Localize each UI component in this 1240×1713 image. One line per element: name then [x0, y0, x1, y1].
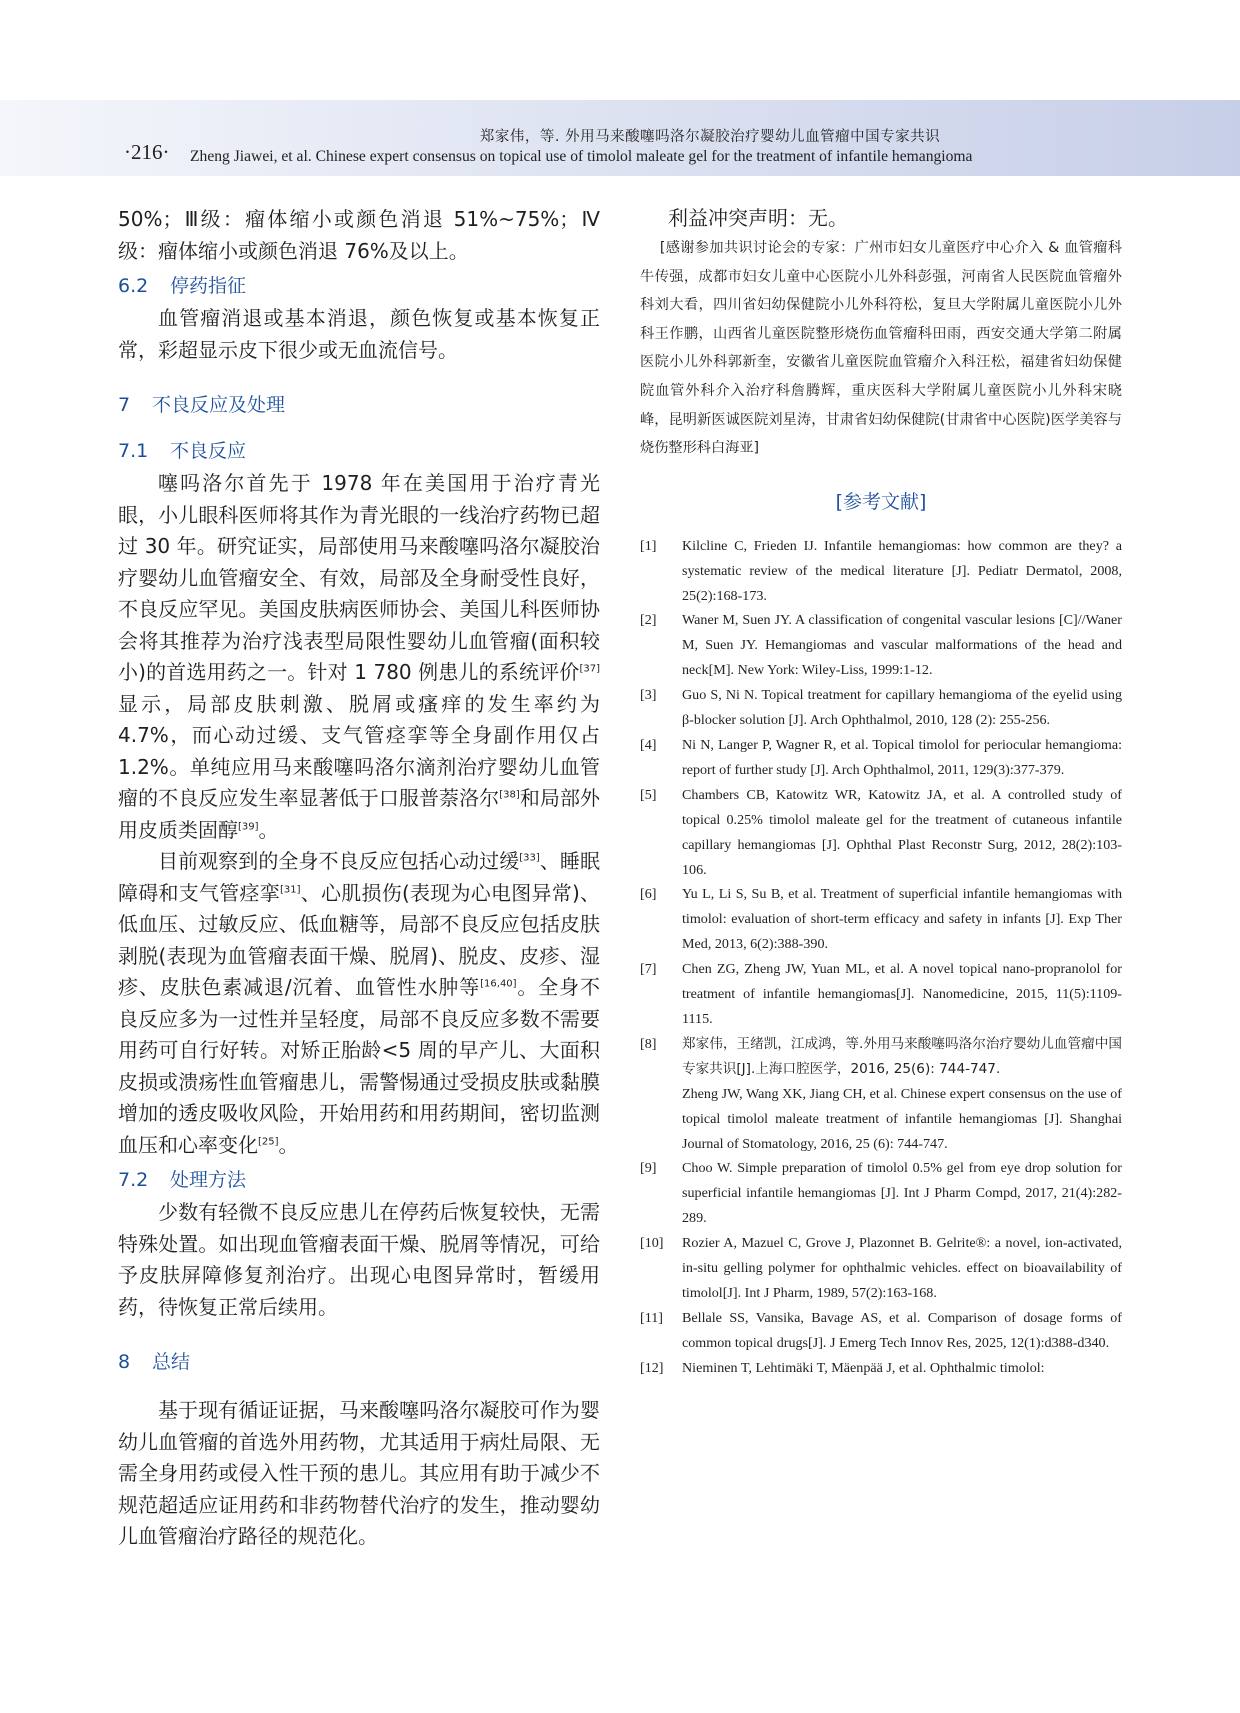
reference-number: [9] [640, 1160, 657, 1177]
reference-text: Chambers CB, Katowitz WR, Katowitz JA, et al. A controlled study of topical 0.25% timolol maleate gel for the treatment of cutaneous infantile capillary hemangiomas [J]. Ophthal Plast Reconstr Surg, 2012, 28(2):103-106. [682, 786, 1122, 878]
reference-text: Kilcline C, Frieden IJ. Infantile hemangiomas: how common are they? a systematic review of the medical literature [J]. Pediatr Dermatol, 2008, 25(2):168-173. [682, 537, 1122, 604]
reference-item [640, 957, 1122, 1032]
running-title-en: Zheng Jiawei, et al. Chinese expert consensus on topical use of timolol maleate gel for the treatment of infantile hemangioma [190, 148, 973, 165]
reference-item [640, 683, 1122, 733]
section-8-paragraph: 基于现有循证证据，马来酸噻吗洛尔凝胶可作为婴幼儿血管瘤的首选外用药物，尤其适用于病灶局限、无需全身用药或侵入性干预的患儿。其应用有助于减少不规范超适应证用药和非药物替代治疗的发生，推动婴幼儿血管瘤治疗路径的规范化。 [118, 1398, 600, 1548]
reference-list [640, 534, 1122, 1381]
citation: [25] [258, 1135, 279, 1147]
reference-number: [11] [640, 1309, 663, 1326]
citation: [38] [499, 789, 520, 801]
reference-text-en: Zheng JW, Wang XK, Jiang CH, et al. Chinese expert consensus on the use of topical timolol maleate treatment of infantile hemangiomas [J]. Shanghai Journal of Stomatology, 2016, 25 (6): 744-747. [682, 1085, 1122, 1152]
reference-item [640, 1356, 1122, 1381]
running-title-cn: 郑家伟，等. 外用马来酸噻吗洛尔凝胶治疗婴幼儿血管瘤中国专家共识 [479, 129, 941, 145]
reference-item [640, 1032, 1122, 1157]
section-title: 不良反应 [170, 440, 247, 462]
citation: [39] [238, 820, 259, 832]
text-run: 目前观察到的全身不良反应包括心动过缓 [158, 849, 520, 873]
reference-text: Yu L, Li S, Su B, et al. Treatment of superficial infantile hemangiomas with timolol: evaluation of short-term efficacy and safety in infants [J]. Exp Ther Med, 2013, 6(2):388-390. [682, 886, 1122, 953]
section-number: 7 [118, 394, 131, 416]
reference-item [640, 608, 1122, 683]
reference-number: [2] [640, 612, 657, 629]
reference-number: [5] [640, 786, 657, 803]
citation: [37] [579, 663, 600, 675]
citation: [16,40] [480, 978, 517, 990]
citation: [31] [279, 883, 301, 895]
reference-item [640, 1306, 1122, 1356]
reference-number: [10] [640, 1235, 664, 1252]
reference-text-cn: 郑家伟，王绪凯，江成鸿，等.外用马来酸噻吗洛尔治疗婴幼儿血管瘤中国专家共识[J].上海口腔医学，2016, 25(6): 744-747. [682, 1035, 1122, 1077]
reference-text: Guo S, Ni N. Topical treatment for capillary hemangioma of the eyelid using β-blocker solution [J]. Arch Ophthalmol, 2010, 128 (2): 255-256. [682, 687, 1122, 729]
reference-number: [4] [640, 737, 657, 753]
reference-number: [7] [640, 961, 657, 978]
reference-item [640, 1231, 1122, 1306]
reference-text: Chen ZG, Zheng JW, Yuan ML, et al. A novel topical nano-propranolol for treatment of infantile hemangiomas[J]. Nanomedicine, 2015, 11(5):1109-1115. [682, 961, 1122, 1027]
intro-paragraph: 50%；Ⅲ级：瘤体缩小或颜色消退 51%~75%；Ⅳ级：瘤体缩小或颜色消退 76%及以上。 [118, 207, 600, 263]
reference-item [640, 733, 1122, 783]
left-column [118, 204, 600, 1553]
reference-number: [3] [640, 687, 657, 704]
citation: [33] [519, 852, 540, 864]
section-number: 8 [118, 1351, 131, 1373]
section-title: 处理方法 [170, 1169, 247, 1191]
reference-text: Nieminen T, Lehtimäki T, Mäenpää J, et al. Ophthalmic timolol: [682, 1359, 1045, 1376]
reference-text: Waner M, Suen JY. A classification of congenital vascular lesions [C]//Waner M, Suen JY. Hemangiomas and vascular malformations of the head and neck[M]. New York: Wiley-Liss, 1999:1-12. [682, 612, 1122, 679]
section-8-heading [118, 1349, 600, 1375]
reference-text: Rozier A, Mazuel C, Grove J, Plazonnet B. Gelrite®: a novel, ion-activated, in-situ gelling polymer for ophthalmic vehicles. effect on bioavailability of timolol[J]. Int J Pharm, 1989, 57(2):163-168. [682, 1235, 1122, 1301]
section-title: 停药指征 [170, 275, 247, 297]
reference-item [640, 783, 1122, 883]
reference-text: Choo W. Simple preparation of timolol 0.5% gel from eye drop solution for superficial infantile hemangiomas [J]. Int J Pharm Compd, 2017, 21(4):282-289. [682, 1160, 1122, 1227]
section-7-1-heading [118, 438, 600, 464]
reference-number: [12] [640, 1359, 664, 1376]
section-7-1-paragraph-2 [118, 846, 600, 1161]
text-run: 。 [258, 817, 279, 842]
section-number: 7.2 [118, 1169, 149, 1191]
section-7-2-paragraph: 少数有轻微不良反应患儿在停药后恢复较快，无需特殊处置。如出现血管瘤表面干燥、脱屑等情况，可给予皮肤屏障修复剂治疗。出现心电图异常时，暂缓用药，待恢复正常后续用。 [118, 1200, 600, 1319]
reference-text [682, 1032, 1122, 1157]
section-title: 不良反应及处理 [152, 394, 286, 416]
reference-number: [1] [640, 537, 657, 554]
reference-text: Bellale SS, Vansika, Bavage AS, et al. Comparison of dosage forms of common topical drugs[J]. J Emerg Tech Innov Res, 2025, 12(1):d388-d340. [682, 1309, 1122, 1351]
section-7-1-paragraph-1 [118, 468, 600, 846]
text-run: 噻吗洛尔首先于 1978 年在美国用于治疗青光眼，小儿眼科医师将其作为青光眼的一线治疗药物已超过 30 年。研究证实，局部使用马来酸噻吗洛尔凝胶治疗婴幼儿血管瘤安全、有效，局部及全身耐受性良好，不良反应罕见。美国皮肤病医师协会、美国儿科医师协会将其推荐为治疗浅表型局限性婴幼儿血管瘤(面积较小)的首选用药之一。针对 1 780 例患儿的系统评价 [118, 471, 600, 684]
reference-number: [8] [640, 1035, 657, 1052]
section-7-heading [118, 392, 600, 418]
text-run: 显示，局部皮肤刺激、脱屑或瘙痒的发生率约为 4.7%，而心动过缓、支气管痉挛等全身副作用仅占 1.2%。单纯应用马来酸噻吗洛尔滴剂治疗婴幼儿血管瘤的不良反应发生率显著低于口服普萘洛尔 [118, 691, 600, 810]
text-run: 和局部外用皮质类固醇 [118, 786, 601, 842]
section-number: 7.1 [118, 440, 149, 462]
section-7-2-heading [118, 1167, 600, 1193]
text-run: 、心肌损伤(表现为心电图异常)、低血压、过敏反应、低血糖等，局部不良反应包括皮肤剥脱(表现为血管瘤表面干燥、脱屑)、脱皮、皮疹、湿疹、皮肤色素减退/沉着、血管性水肿等 [118, 880, 600, 999]
reference-item [640, 1156, 1122, 1231]
page-number: ·216· [124, 140, 170, 164]
reference-number: [6] [640, 886, 657, 903]
acknowledgement: [感谢参加共识讨论会的专家：广州市妇女儿童医疗中心介入 & 血管瘤科牛传强，成都市妇女儿童中心医院小儿外科彭强，河南省人民医院血管瘤外科刘大看，四川省妇幼保健院小儿外科符松，复旦大学附属儿童医院小儿外科王作鹏，山西省儿童医院整形烧伤血管瘤科田雨，西安交通大学第二附属医院小儿外科郭新奎，安徽省儿童医院血管瘤介入科汪松，福建省妇幼保健院血管外科介入治疗科詹腾辉，重庆医科大学附属儿童医院小儿外科宋晓峰，昆明新医诚医院刘星涛，甘肃省妇幼保健院(甘肃省中心医院)医学美容与烧伤整形科白海亚] [640, 240, 1122, 457]
reference-item [640, 882, 1122, 957]
section-6-2-paragraph: 血管瘤消退或基本消退，颜色恢复或基本恢复正常，彩超显示皮下很少或无血流信号。 [118, 306, 600, 362]
reference-item [640, 534, 1122, 609]
section-number: 6.2 [118, 275, 149, 297]
conflict-statement: 利益冲突声明：无。 [668, 206, 848, 230]
section-6-2-heading [118, 273, 600, 299]
section-title: 总结 [152, 1351, 191, 1373]
text-run: 。 [278, 1132, 299, 1157]
text-run: 。全身不良反应多为一过性并呈轻度，局部不良反应多数不需要用药可自行好转。对矫正胎龄<5 周的早产儿、大面积皮损或溃疡性血管瘤患儿，需警惕通过受损皮肤或黏膜增加的透皮吸收风险，开始用药和用药期间，密切监测血压和心率变化 [118, 975, 600, 1157]
text-run: 、睡眠障碍和支气管痉挛 [118, 849, 601, 905]
right-column [640, 204, 1122, 1381]
references-heading: [参考文献] [835, 490, 927, 513]
reference-text: Ni N, Langer P, Wagner R, et al. Topical timolol for periocular hemangioma: report of further study [J]. Arch Ophthalmol, 2011, 129(3):377-379. [682, 737, 1122, 778]
